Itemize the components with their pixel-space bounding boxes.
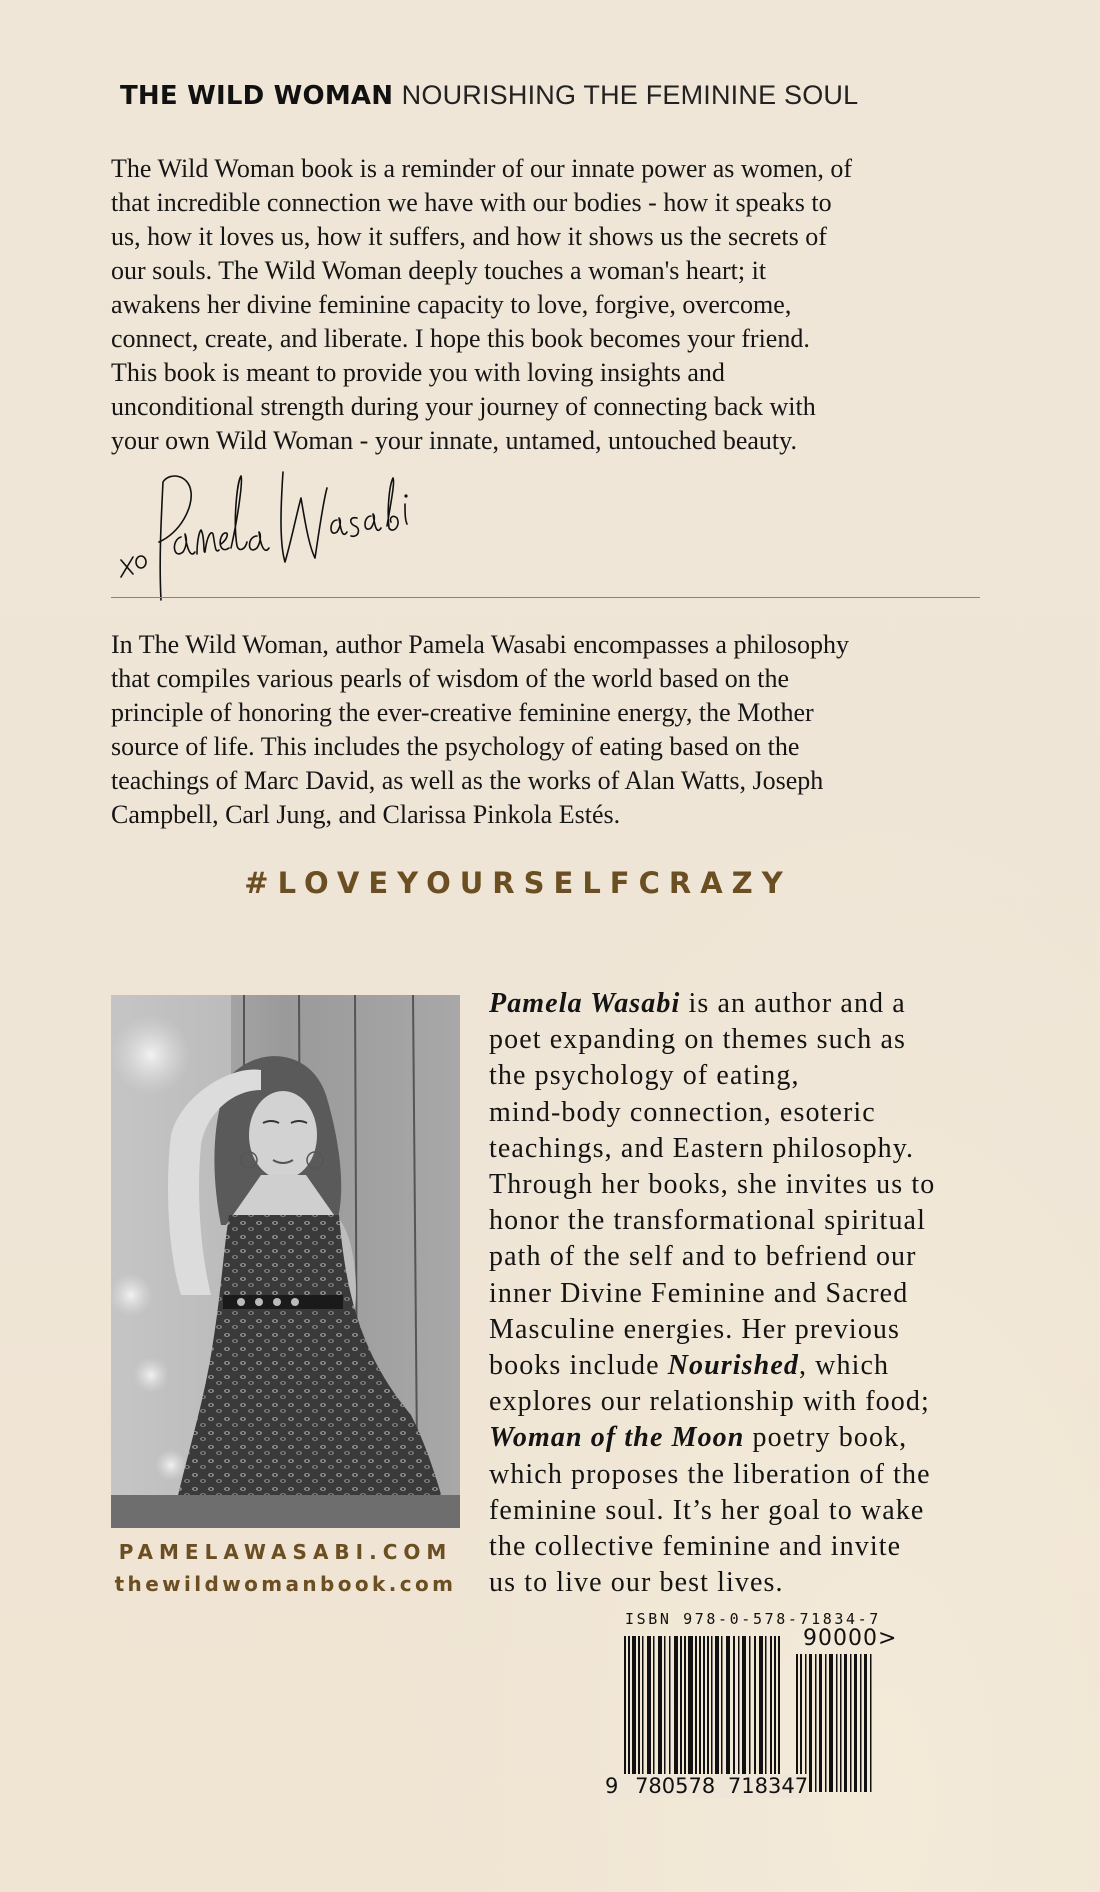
bio-line: Through her books, she invites us to <box>489 1169 936 1201</box>
intro-line: unconditional strength during your journey of connecting back with <box>111 392 816 421</box>
price-addon-code: 90000> <box>803 1626 898 1651</box>
intro-line: that incredible connection we have with our bodies - how it speaks to <box>111 188 832 217</box>
author-name: Pamela Wasabi <box>489 988 681 1019</box>
bio-line: feminine soul. It’s her goal to wake <box>489 1494 925 1526</box>
bio-line <box>489 1420 1009 1456</box>
ean-group-1: 780578 <box>635 1774 716 1798</box>
intro-line: This book is meant to provide you with loving insights and <box>111 358 725 387</box>
bio-line: inner Divine Feminine and Sacred <box>489 1277 909 1309</box>
ean-digits <box>605 1774 808 1798</box>
intro-paragraph <box>111 152 1011 458</box>
bio-line: Masculine energies. Her previous <box>489 1313 901 1345</box>
bio-line: teachings, and Eastern philosophy. <box>489 1132 915 1164</box>
hashtag: #LOVEYOURSELFCRAZY <box>244 866 792 900</box>
bio-line: explores our relationship with food; <box>489 1386 930 1418</box>
intro-line: The Wild Woman book is a reminder of our innate power as women, of <box>111 154 853 183</box>
bio-line <box>489 1348 1009 1384</box>
bio-text: is an author and a <box>680 988 906 1019</box>
description-line: teachings of Marc David, as well as the works of Alan Watts, Joseph <box>111 766 824 795</box>
isbn-label: ISBN 978-0-578-71834-7 <box>625 1610 881 1628</box>
bio-line: mind-body connection, esoteric <box>489 1096 876 1128</box>
bio-line: poet expanding on themes such as <box>489 1024 907 1056</box>
book-title <box>120 80 858 111</box>
intro-line: us, how it loves us, how it suffers, and how it shows us the secrets of <box>111 222 827 251</box>
bio-text: books include <box>489 1350 668 1382</box>
author-photo-image <box>111 995 460 1528</box>
bio-line: path of the self and to befriend our <box>489 1241 917 1273</box>
bio-line: the psychology of eating, <box>489 1060 800 1092</box>
bio-line: which proposes the liberation of the <box>489 1458 931 1490</box>
author-photo <box>111 995 460 1528</box>
intro-line: connect, create, and liberate. I hope this book becomes your friend. <box>111 324 810 353</box>
description-paragraph <box>111 628 1011 832</box>
book-title-woman-of-the-moon: Woman of the Moon <box>489 1422 745 1454</box>
title-bold: THE WILD WOMAN <box>120 81 394 111</box>
intro-line: your own Wild Woman - your innate, untamed, untouched beauty. <box>111 426 797 455</box>
description-line: source of life. This includes the psychology of eating based on the <box>111 732 800 761</box>
book-title-nourished: Nourished <box>667 1350 799 1382</box>
title-subtitle: NOURISHING THE FEMININE SOUL <box>401 80 859 110</box>
isbn-barcode <box>622 1636 878 1796</box>
description-line: Campbell, Carl Jung, and Clarissa Pinkola Estés. <box>111 800 621 829</box>
ean-prefix: 9 <box>605 1774 619 1798</box>
bio-text: , which <box>798 1350 890 1382</box>
bio-line: us to live our best lives. <box>489 1567 784 1599</box>
bio-line <box>489 986 1009 1022</box>
bio-line: honor the transformational spiritual <box>489 1205 926 1237</box>
website-link-pamelawasabi[interactable]: PAMELAWASABI.COM <box>118 1540 453 1564</box>
section-divider <box>111 597 980 598</box>
website-link-thewildwomanbook[interactable]: thewildwomanbook.com <box>114 1572 457 1596</box>
author-bio <box>489 986 1009 1601</box>
intro-line: our souls. The Wild Woman deeply touches a woman's heart; it <box>111 256 767 285</box>
intro-line: awakens her divine feminine capacity to love, forgive, overcome, <box>111 290 792 319</box>
ean-group-2: 718347 <box>727 1774 809 1798</box>
description-line: that compiles various pearls of wisdom of the world based on the <box>111 664 790 693</box>
bio-line: the collective feminine and invite <box>489 1531 902 1563</box>
description-line: principle of honoring the ever-creative feminine energy, the Mother <box>111 698 814 727</box>
description-line: In The Wild Woman, author Pamela Wasabi encompasses a philosophy <box>111 630 850 659</box>
author-signature <box>111 462 471 612</box>
bio-text: poetry book, <box>744 1422 908 1454</box>
